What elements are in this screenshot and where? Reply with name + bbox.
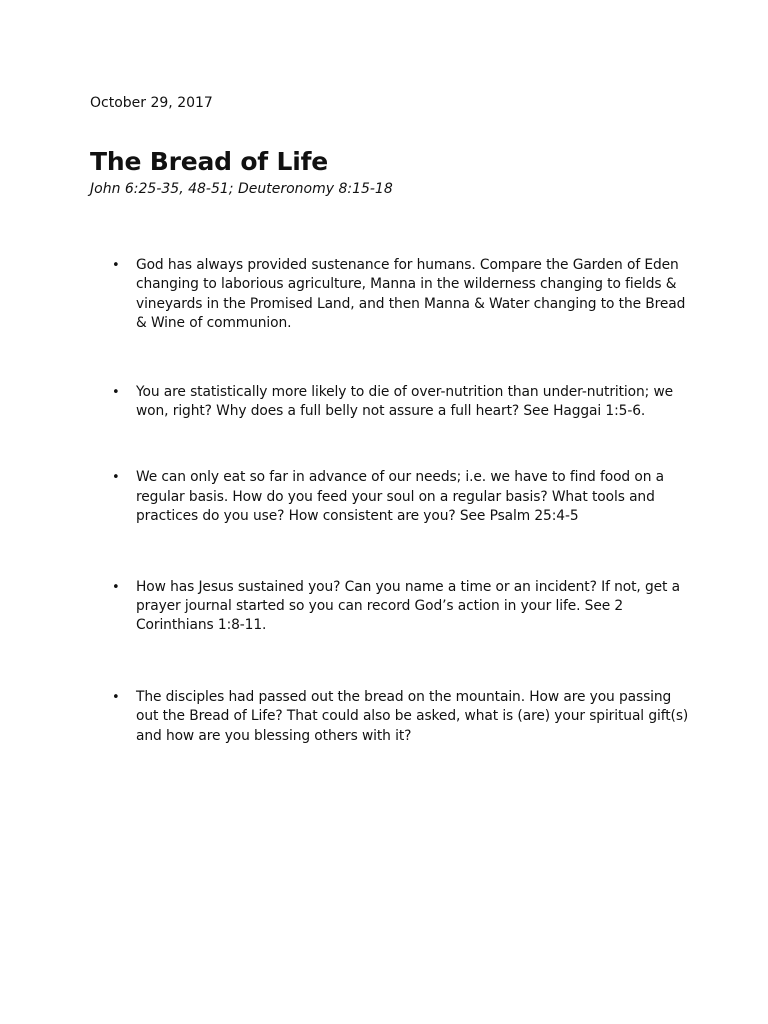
list-item-text: How has Jesus sustained you? Can you name a time or an incident? If not, get a prayer journal started so you can record God’s action in your life. See 2 Corinthians 1:8-11. [136,578,681,634]
bullet-icon: • [112,258,120,273]
document-title: The Bread of Life [90,147,329,176]
bullet-icon: • [112,384,120,400]
list-item-text: You are statistically more likely to die of over-nutrition than under-nutrition; we won, right? Why does a full belly not assure a full heart? See Haggai 1:5-6. [136,383,674,420]
list-item [112,256,692,334]
list-item-text: We can only eat so far in advance of our needs; i.e. we have to find food on a regular basis. How do you feed your soul on a regular basis? What tools and practices do you use? How consistent are you? See Psalm 25:4-5 [136,469,664,525]
list-item [112,688,692,746]
list-item-text: The disciples had passed out the bread on the mountain. How are you passing out the Bread of Life? That could also be asked, what is (are) your spiritual gift(s) and how are you blessing others with it? [136,688,689,744]
bullet-icon: • [112,689,120,705]
list-item-text: God has always provided sustenance for humans. Compare the Garden of Eden changing to laborious agriculture, Manna in the wilderness changing to fields & vineyards in the Promised Land, and then Manna & Water changing to the Bread & Wine of communion. [136,257,686,332]
document-date: October 29, 2017 [90,95,213,111]
scripture-reference: John 6:25-35, 48-51; Deuteronomy 8:15-18 [90,181,393,197]
bullet-list [112,256,692,746]
list-item [112,578,692,636]
bullet-icon: • [112,579,120,595]
list-item [112,383,692,422]
list-item [112,468,692,526]
bullet-icon: • [112,470,120,486]
